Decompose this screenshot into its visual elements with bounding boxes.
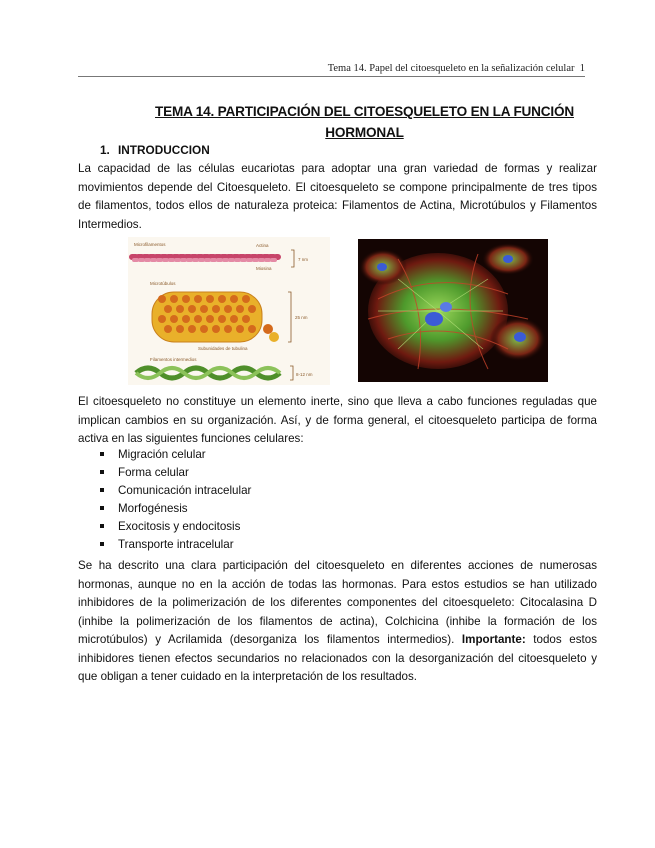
list-item: Forma celular [98,464,251,482]
running-title: Tema 14. Papel del citoesqueleto en la señalización celular [327,63,575,74]
label-size-2: 25 nm [295,315,308,320]
page-title [78,101,651,143]
label-intermediate: Filamentos intermedios [150,357,197,362]
functions-list [98,446,251,554]
hormones-paragraph-main: Se ha descrito una clara participación del citoesqueleto en diferentes acciones de numerosas hormonas, aunque no en la acción de todas las hormonas. Para estos estudios se han utilizado inhibidores de la polimerización de los diferentes componentes del citoesqueleto: Citocalasina D (inhibe la polimerización de los filamentos de actina), Colchicina (inhibe la formación de los microtúbulos) y Acrilamida (desorganiza los filamentos intermedios). [78,559,597,646]
title-line-2: HORMONAL [325,125,404,140]
section-number: 1. [100,143,110,157]
list-item: Exocitosis y endocitosis [98,518,251,536]
section-title: INTRODUCCION [118,143,210,157]
section-heading [100,143,210,157]
nucleus-main [425,312,443,326]
label-microtubules: Microtúbulos [150,281,176,286]
label-actin: Actina [256,243,269,248]
list-item: Transporte intracelular [98,536,251,554]
hormones-paragraph [78,557,597,687]
important-label: Importante: [461,633,526,646]
label-tubulin: Subunidades de tubulina [198,346,248,351]
fluorescence-cell-micrograph [358,239,548,382]
title-line-1: TEMA 14. PARTICIPACIÓN DEL CITOESQUELETO EN LA FUNCIÓN [155,104,574,119]
intro-paragraph: La capacidad de las células eucariotas para adoptar una gran variedad de formas y realizar movimientos depende del Citoesqueleto. El citoesqueleto se compone principalmente de tres tipos de filamentos, todos ellos de naturaleza proteica: Filamentos de Actina, Microtúbulos y Filamentos Intermedios. [78,162,597,231]
list-item: Migración celular [98,446,251,464]
hormones-paragraph-tail: todos estos inhibidores tienen efectos secundarios no relacionados con la desorganización del citoesqueleto y que obligan a tener cuidado en la interpretación de los resultados. [78,633,598,683]
functions-paragraph: El citoesqueleto no constituye un elemento inerte, sino que lleva a cabo funciones reguladas que implican cambios en su organización. Así, y de forma general, el citoesqueleto participa de forma activa en las siguientes funciones celulares: [78,395,597,445]
cytoskeleton-filaments-diagram [128,237,330,385]
list-item: Morfogénesis [98,500,251,518]
label-size-3: 8-12 nm [296,372,313,377]
label-actin-note: Miosina [256,266,272,271]
running-header [78,63,585,77]
label-size-1: 7 nm [298,257,309,262]
page-number: 1 [579,63,585,74]
list-item: Comunicación intracelular [98,482,251,500]
actin-filament-illustration [132,257,278,260]
label-microfilaments: Microfilamentos [134,242,166,247]
